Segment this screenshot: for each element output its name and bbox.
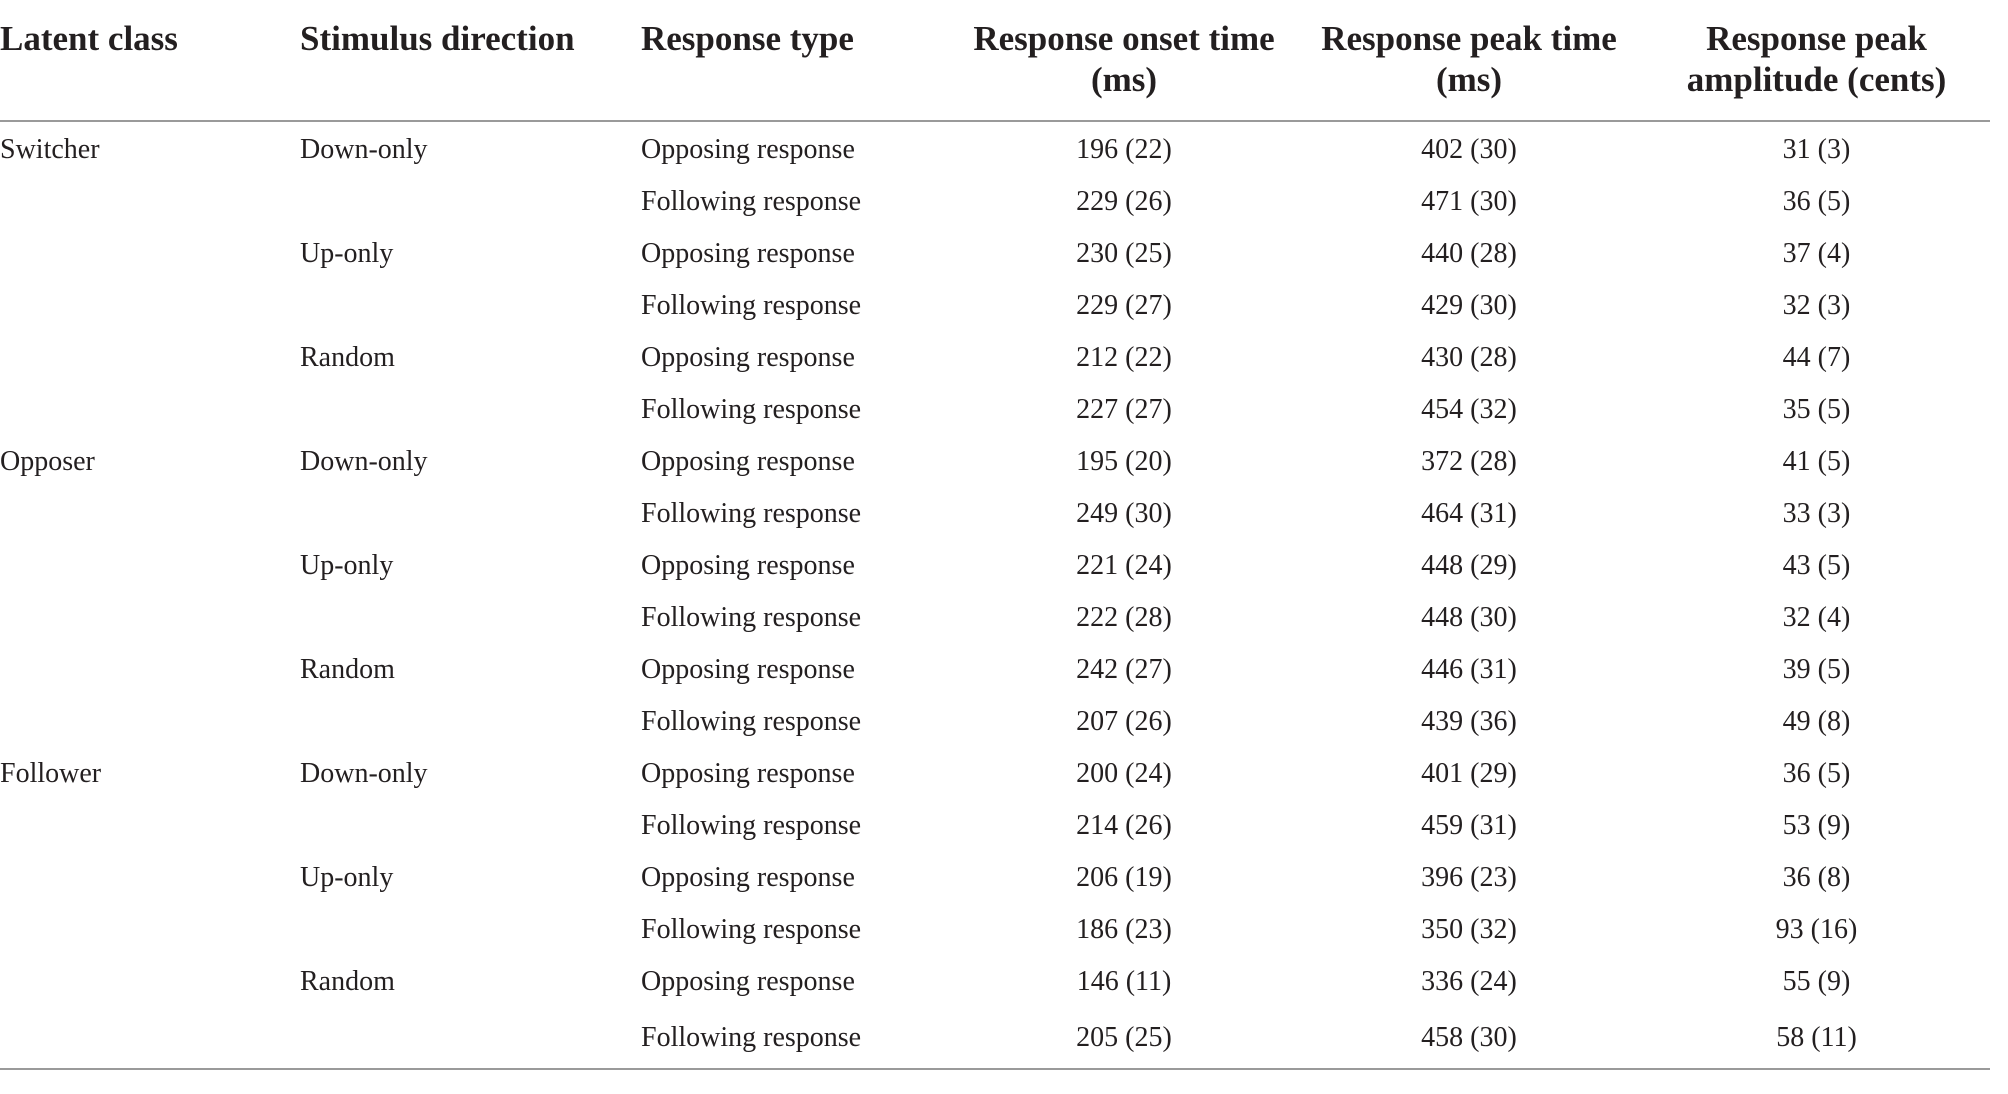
table-row [0,332,1990,384]
cell-stimulus-direction [300,696,641,748]
cell-peak-amplitude: 58 (11) [1643,1008,1990,1069]
cell-onset-time: 229 (26) [1076,186,1172,217]
table-row [0,644,1990,696]
cell-response-type: Opposing response [641,654,855,685]
cell-onset-time: 205 (25) [953,1008,1295,1069]
cell-onset-time: 206 (19) [1076,862,1172,893]
cell-response-type: Following response [641,706,862,737]
cell-peak-amplitude: 31 (3) [1782,134,1851,165]
cell-onset-time: 200 (24) [1076,758,1172,789]
cell-peak-time: 430 (28) [1421,342,1517,373]
cell-peak-time: 471 (30) [1421,186,1517,217]
cell-onset-time: 229 (27) [1076,290,1172,321]
table-row [0,904,1990,956]
cell-peak-amplitude: 39 (5) [1782,654,1851,685]
table-row [0,1008,1990,1069]
cell-peak-time: 464 (31) [1421,498,1517,529]
cell-peak-amplitude: 36 (5) [1782,186,1851,217]
cell-peak-amplitude: 33 (3) [1782,498,1851,529]
table-header [0,0,1990,121]
cell-latent-class [0,696,300,748]
table-row [0,228,1990,280]
cell-stimulus-direction: Random [300,342,395,373]
cell-latent-class [0,488,300,540]
cell-stimulus-direction [300,384,641,436]
cell-onset-time: 221 (24) [1076,550,1172,581]
cell-response-type: Following response [641,186,862,217]
cell-latent-class [0,176,300,228]
cell-onset-time: 227 (27) [1076,394,1172,425]
cell-peak-time: 459 (31) [1421,810,1517,841]
table-row [0,540,1990,592]
cell-onset-time: 249 (30) [1076,498,1172,529]
header-stimulus-direction: Stimulus direction [300,0,641,121]
cell-latent-class: Follower [0,758,102,789]
cell-latent-class [0,592,300,644]
cell-peak-time: 401 (29) [1421,758,1517,789]
cell-stimulus-direction [300,904,641,956]
table-row [0,488,1990,540]
cell-stimulus-direction: Up-only [300,238,394,269]
cell-response-type: Following response [641,914,862,945]
cell-peak-amplitude: 44 (7) [1782,342,1851,373]
cell-peak-amplitude: 37 (4) [1782,238,1851,269]
cell-peak-time: 454 (32) [1421,394,1517,425]
cell-peak-time: 396 (23) [1421,862,1517,893]
cell-response-type: Following response [641,498,862,529]
header-row [0,0,1990,121]
cell-peak-time: 402 (30) [1421,134,1517,165]
header-latent-class: Latent class [0,0,300,121]
table-row [0,121,1990,176]
cell-response-type: Opposing response [641,966,855,997]
cell-onset-time: 230 (25) [1076,238,1172,269]
cell-onset-time: 207 (26) [1076,706,1172,737]
cell-response-type: Opposing response [641,758,855,789]
cell-stimulus-direction [300,488,641,540]
cell-latent-class [0,644,300,696]
cell-stimulus-direction [300,176,641,228]
cell-latent-class [0,904,300,956]
cell-peak-amplitude: 32 (3) [1782,290,1851,321]
cell-response-type: Opposing response [641,134,855,165]
table-row [0,956,1990,1008]
cell-peak-time: 336 (24) [1421,966,1517,997]
table-row [0,280,1990,332]
cell-stimulus-direction [300,592,641,644]
cell-peak-amplitude: 55 (9) [1782,966,1851,997]
cell-response-type: Opposing response [641,862,855,893]
header-onset-time: Response onset time (ms) [953,0,1295,121]
cell-response-type: Following response [641,810,862,841]
cell-stimulus-direction: Up-only [300,550,394,581]
cell-onset-time: 212 (22) [1076,342,1172,373]
cell-latent-class [0,332,300,384]
cell-peak-amplitude: 41 (5) [1782,446,1851,477]
cell-stimulus-direction: Up-only [300,862,394,893]
cell-peak-amplitude: 93 (16) [1775,914,1858,945]
cell-peak-time: 448 (30) [1421,602,1517,633]
cell-stimulus-direction [300,800,641,852]
cell-response-type: Opposing response [641,550,855,581]
cell-peak-time: 446 (31) [1421,654,1517,685]
cell-peak-time: 458 (30) [1295,1008,1643,1069]
cell-latent-class [0,800,300,852]
cell-peak-time: 350 (32) [1421,914,1517,945]
cell-peak-time: 440 (28) [1421,238,1517,269]
cell-stimulus-direction [300,1008,641,1069]
cell-stimulus-direction: Down-only [300,446,428,477]
cell-peak-time: 439 (36) [1421,706,1517,737]
table-row [0,592,1990,644]
cell-latent-class [0,384,300,436]
cell-onset-time: 146 (11) [1076,966,1172,997]
cell-peak-amplitude: 43 (5) [1782,550,1851,581]
cell-stimulus-direction: Down-only [300,134,428,165]
cell-latent-class [0,228,300,280]
cell-peak-time: 372 (28) [1421,446,1517,477]
table-row [0,696,1990,748]
cell-stimulus-direction [300,280,641,332]
header-peak-time: Response peak time (ms) [1295,0,1643,121]
table-row [0,852,1990,904]
cell-onset-time: 195 (20) [1076,446,1172,477]
cell-response-type: Opposing response [641,446,855,477]
cell-response-type: Following response [641,1008,953,1069]
cell-response-type: Following response [641,290,862,321]
cell-peak-amplitude: 35 (5) [1782,394,1851,425]
cell-peak-amplitude: 32 (4) [1782,602,1851,633]
cell-onset-time: 214 (26) [1076,810,1172,841]
cell-latent-class [0,280,300,332]
cell-response-type: Opposing response [641,238,855,269]
header-response-type: Response type [641,0,953,121]
cell-onset-time: 186 (23) [1076,914,1172,945]
table-row [0,800,1990,852]
cell-latent-class [0,1008,300,1069]
table-body [0,121,1990,1069]
cell-peak-time: 448 (29) [1421,550,1517,581]
cell-peak-amplitude: 36 (8) [1782,862,1851,893]
table-row [0,436,1990,488]
cell-stimulus-direction: Down-only [300,758,428,789]
cell-response-type: Following response [641,602,862,633]
cell-latent-class [0,852,300,904]
cell-onset-time: 222 (28) [1076,602,1172,633]
header-peak-amplitude: Response peak amplitude (cents) [1643,0,1990,121]
cell-onset-time: 242 (27) [1076,654,1172,685]
cell-peak-amplitude: 36 (5) [1782,758,1851,789]
cell-latent-class: Opposer [0,446,95,477]
cell-peak-amplitude: 53 (9) [1782,810,1851,841]
cell-stimulus-direction: Random [300,966,395,997]
table-row [0,384,1990,436]
cell-onset-time: 196 (22) [1076,134,1172,165]
cell-latent-class [0,540,300,592]
cell-latent-class: Switcher [0,134,100,165]
cell-latent-class [0,956,300,1008]
cell-response-type: Following response [641,394,862,425]
cell-stimulus-direction: Random [300,654,395,685]
cell-response-type: Opposing response [641,342,855,373]
table-row [0,748,1990,800]
cell-peak-time: 429 (30) [1421,290,1517,321]
cell-peak-amplitude: 49 (8) [1782,706,1851,737]
table-row [0,176,1990,228]
